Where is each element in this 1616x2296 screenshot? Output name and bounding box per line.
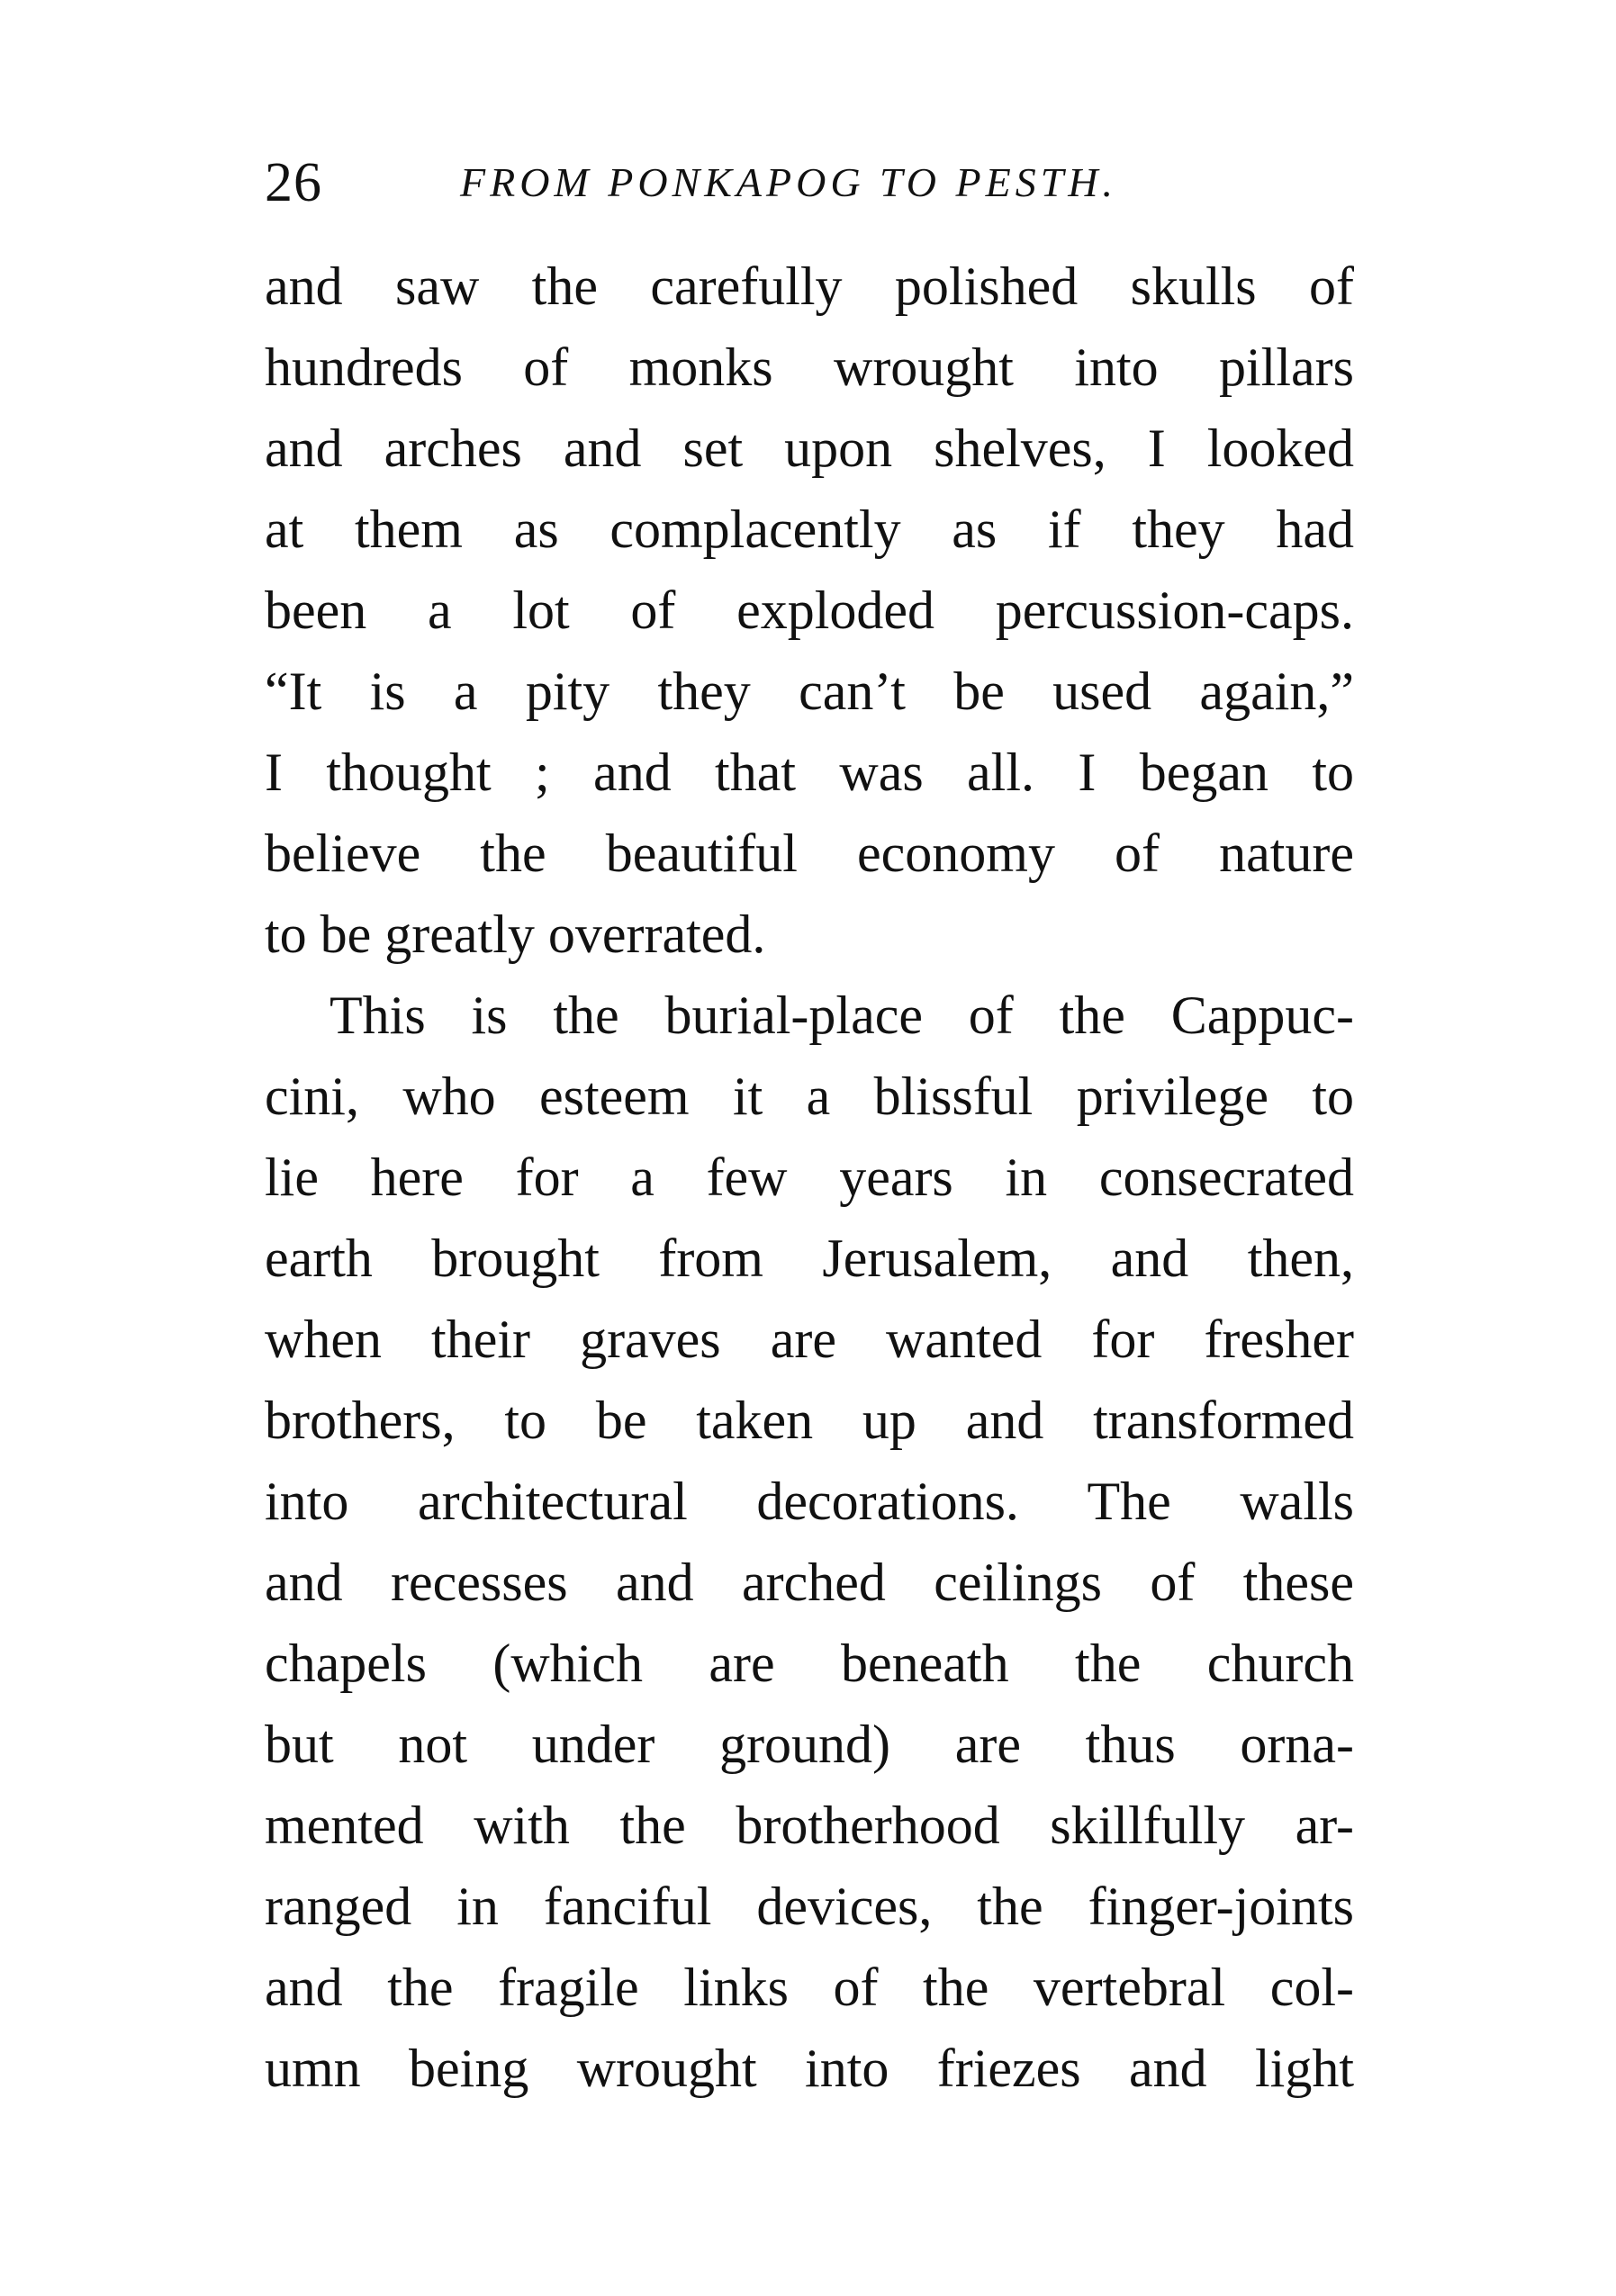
text-line: into architectural decorations. The walls bbox=[265, 1472, 1354, 1531]
text-line: cini, who esteem it a blissful privilege to bbox=[265, 1067, 1354, 1126]
text-line: been a lot of exploded percussion-caps. bbox=[265, 581, 1354, 640]
text-line: ranged in fanciful devices, the finger-joints bbox=[265, 1877, 1354, 1936]
text-line: mented with the brotherhood skillfully ar- bbox=[265, 1796, 1354, 1855]
text-line: believe the beautiful economy of nature bbox=[265, 824, 1354, 883]
text-line: but not under ground) are thus orna- bbox=[265, 1715, 1354, 1774]
page-number: 26 bbox=[265, 152, 322, 213]
text-line: and the fragile links of the vertebral col- bbox=[265, 1958, 1354, 2017]
text-line: and arches and set upon shelves, I looked bbox=[265, 419, 1354, 478]
paragraph-start-line: This is the burial-place of the Cappuc- bbox=[330, 986, 1354, 1045]
text-line: earth brought from Jerusalem, and then, bbox=[265, 1229, 1354, 1288]
text-line: and saw the carefully polished skulls of bbox=[265, 257, 1354, 316]
text-line: I thought ; and that was all. I began to bbox=[265, 743, 1354, 802]
running-title: FROM PONKAPOG TO PESTH. bbox=[460, 159, 1118, 205]
text-line: umn being wrought into friezes and light bbox=[265, 2039, 1354, 2098]
text-line: and recesses and arched ceilings of these bbox=[265, 1553, 1354, 1612]
body-text bbox=[265, 246, 1354, 2109]
running-head bbox=[265, 151, 1354, 214]
text-line: at them as complacently as if they had bbox=[265, 500, 1354, 559]
text-line: “It is a pity they can’t be used again,” bbox=[265, 662, 1354, 721]
text-line: hundreds of monks wrought into pillars bbox=[265, 338, 1354, 397]
text-line: lie here for a few years in consecrated bbox=[265, 1148, 1354, 1207]
text-line: when their graves are wanted for fresher bbox=[265, 1310, 1354, 1369]
text-line: brothers, to be taken up and transformed bbox=[265, 1391, 1354, 1450]
text-line: chapels (which are beneath the church bbox=[265, 1634, 1354, 1693]
paragraph-end-line: to be greatly overrated. bbox=[265, 905, 766, 964]
